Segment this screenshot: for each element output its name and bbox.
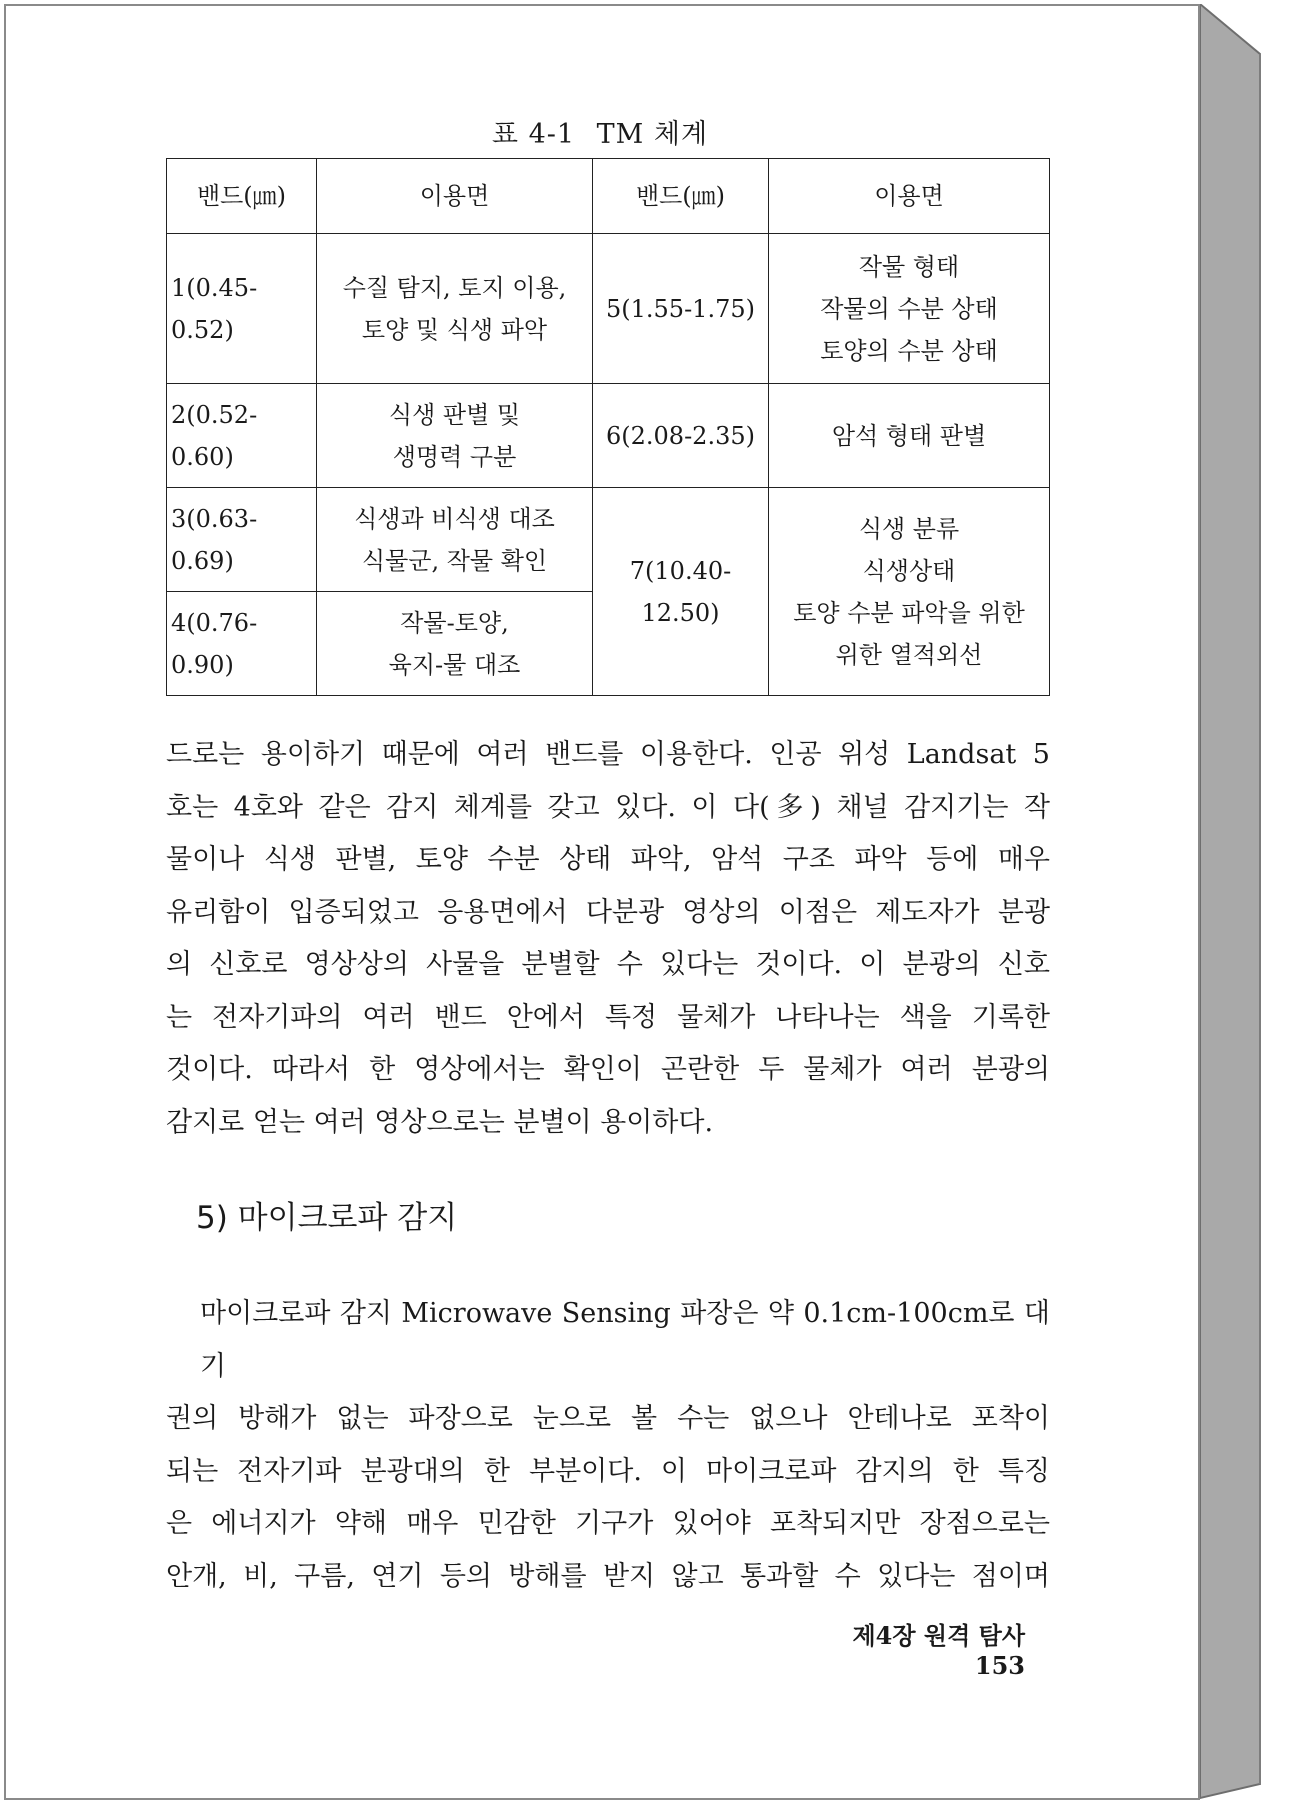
table-row xyxy=(167,384,1050,488)
table-row xyxy=(167,488,1050,592)
table-caption-number: 표 4-1 xyxy=(491,119,576,150)
paragraph-microwave xyxy=(166,1288,1050,1603)
page-number: 153 xyxy=(974,1651,1025,1680)
use-line: 식생상태 xyxy=(862,556,956,585)
section-heading: 5) 마이크로파 감지 xyxy=(196,1200,458,1236)
header-band-1: 밴드(㎛) xyxy=(167,159,317,234)
text-line: 은 에너지가 약해 매우 민감한 기구가 있어야 포착되지만 장점으로는 xyxy=(166,1508,1050,1539)
table-caption-title: TM 체계 xyxy=(596,119,709,150)
tm-band-table xyxy=(166,158,1050,696)
band-cell: 4(0.76-0.90) xyxy=(167,592,317,696)
band-cell: 5(1.55-1.75) xyxy=(593,234,769,384)
header-use-1: 이용면 xyxy=(317,159,593,234)
text-line: 안개, 비, 구름, 연기 등의 방해를 받지 않고 통과할 수 있다는 점이며 xyxy=(166,1560,1050,1592)
text-line: 것이다. 따라서 한 영상에서는 확인이 곤란한 두 물체가 여러 분광의 xyxy=(166,1054,1050,1085)
use-cell xyxy=(317,234,593,384)
use-cell xyxy=(769,488,1050,696)
table-row xyxy=(167,234,1050,384)
use-line: 작물 형태 xyxy=(858,252,960,281)
use-line: 위한 열적외선 xyxy=(835,640,983,669)
text-line: 드로는 용이하기 때문에 여러 밴드를 이용한다. 인공 위성 Landsat 5 xyxy=(166,739,1050,770)
text-line: 호는 4호와 같은 감지 체계를 갖고 있다. 이 다(多) 채널 감지기는 작 xyxy=(166,791,1050,823)
text-line: 되는 전자기파 분광대의 한 부분이다. 이 마이크로파 감지의 한 특징 xyxy=(166,1455,1050,1487)
text-line: 권의 방해가 없는 파장으로 눈으로 볼 수는 없으나 안테나로 포착이 xyxy=(166,1403,1050,1434)
text-line: 마이크로파 감지 Microwave Sensing 파장은 약 0.1cm-100cm로 대기 xyxy=(200,1298,1050,1382)
use-line: 토양 및 식생 파악 xyxy=(361,315,548,344)
use-cell xyxy=(317,384,593,488)
header-band-2: 밴드(㎛) xyxy=(593,159,769,234)
band-cell: 3(0.63-0.69) xyxy=(167,488,317,592)
use-line: 식생 판별 및 xyxy=(388,400,521,429)
use-line: 식물군, 작물 확인 xyxy=(361,546,548,575)
page-footer xyxy=(790,1616,1025,1680)
header-use-2: 이용면 xyxy=(769,159,1050,234)
use-line: 식생과 비식생 대조 xyxy=(354,504,555,533)
band-cell: 7(10.40-12.50) xyxy=(593,488,769,696)
use-line: 작물의 수분 상태 xyxy=(820,294,998,323)
use-line: 수질 탐지, 토지 이용, xyxy=(342,273,567,302)
text-line: 의 신호로 영상상의 사물을 분별할 수 있다는 것이다. 이 분광의 신호 xyxy=(166,949,1050,980)
use-line: 암석 형태 판별 xyxy=(831,421,987,450)
band-cell: 2(0.52-0.60) xyxy=(167,384,317,488)
use-line: 생명력 구분 xyxy=(392,442,517,471)
use-line: 토양의 수분 상태 xyxy=(820,336,998,365)
text-line: 물이나 식생 판별, 토양 수분 상태 파악, 암석 구조 파악 등에 매우 xyxy=(166,844,1050,875)
use-cell xyxy=(769,234,1050,384)
text-line: 는 전자기파의 여러 밴드 안에서 특정 물체가 나타나는 색을 기록한 xyxy=(166,1001,1050,1033)
band-cell: 1(0.45-0.52) xyxy=(167,234,317,384)
use-cell xyxy=(317,488,593,592)
text-line: 감지로 얻는 여러 영상으로는 분별이 용이하다. xyxy=(166,1106,714,1138)
use-line: 육지-물 대조 xyxy=(388,650,521,679)
table-caption xyxy=(0,112,1200,151)
use-line: 식생 분류 xyxy=(858,514,960,543)
use-line: 작물-토양, xyxy=(400,608,509,637)
use-cell xyxy=(317,592,593,696)
use-line: 토양 수분 파악을 위한 xyxy=(793,598,1025,627)
paragraph-multispectral xyxy=(166,729,1050,1149)
use-cell xyxy=(769,384,1050,488)
running-footer-chapter: 제4장 원격 탐사 xyxy=(852,1621,1025,1650)
table-header-row xyxy=(167,159,1050,234)
book-spine-edge xyxy=(1200,4,1286,1800)
band-cell: 6(2.08-2.35) xyxy=(593,384,769,488)
text-line: 유리함이 입증되었고 응용면에서 다분광 영상의 이점은 제도자가 분광 xyxy=(166,896,1050,928)
